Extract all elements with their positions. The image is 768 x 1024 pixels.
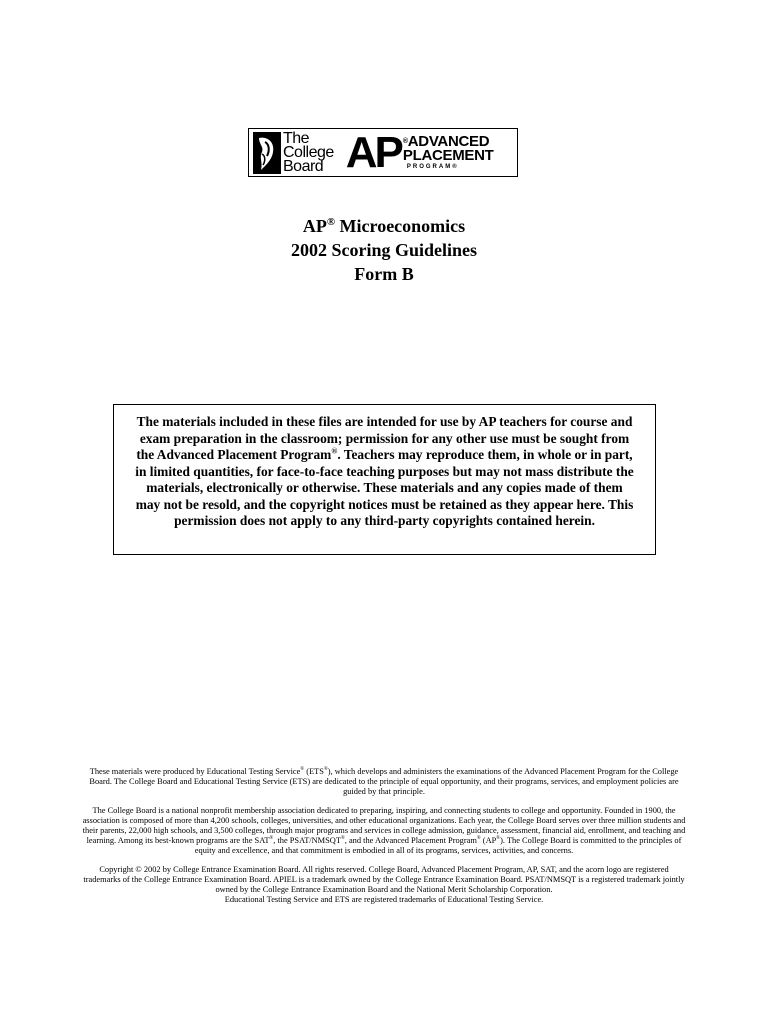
college-board-line3: Board [283,157,324,175]
notice-text-part1: The materials included in these files are intended for use by AP teachers for course and exam preparation in the classroom; permission for any other use must be sought from the Advanced Placement Program [136,414,633,462]
footer-p4: Educational Testing Service and ETS are registered trademarks of Educational Testing Service. [224,895,544,905]
footer-p2-b: , the PSAT/NMSQT [273,836,341,846]
footer-p2-c: , and the Advanced Placement Program [344,836,477,846]
college-board-line2: College [283,143,334,161]
title-reg-mark: ® [326,216,336,228]
footer-paragraph-ets [80,767,688,798]
ap-wordmark [402,132,494,171]
footer-p2-reg3: ® [476,836,481,842]
permission-notice-box [113,404,656,555]
footer-p2-reg4: ® [496,836,501,842]
ap-reg-mark: ® [402,137,408,145]
footer-p2-reg2: ® [340,836,345,842]
footer-paragraph-copyright [80,865,688,906]
college-board-line1: The [283,129,310,147]
title-line2: 2002 Scoring Guidelines [290,240,478,260]
title-ap: AP [302,216,327,236]
footer-legal-text [80,767,688,905]
ap-mark [345,127,401,177]
footer-p2-d: (AP [480,836,497,846]
footer-paragraph-college-board [80,806,688,857]
ap-line1: ADVANCED [407,132,490,150]
college-board-ap-logo [248,128,518,177]
footer-p3: Copyright © 2002 by College Entrance Examination Board. All rights reserved. College Board, Advanced Placement Program, AP, SAT, and the acorn logo are registered trademarks of the College Entrance Examination Board. APIEL is a trademark owned by the College Entrance Examination Board. PSAT/NMSQT is a registered trademark jointly owned by the College Entrance Examination Board and the National Merit Scholarship Corporation. [83,864,685,895]
title-line1 [0,214,768,238]
footer-p1-b: (ETS [304,767,324,776]
title-subject: Microeconomics [335,216,466,236]
footer-p2-a: The College Board is a national nonprofit membership association dedicated to preparing, inspiring, and connecting students to college and opportunity. Founded in 1900, the association is composed of more than 4,200 schools, colleges, universities, and other educational organizations. Each year, the College Board serves over three million students and their parents, 22,000 high schools, and 3,500 colleges, through major programs and services in college admission, guidance, assessment, financial aid, enrollment, and teaching and learning. Among its best-known programs are the SAT [82,805,686,846]
page-title [0,214,768,286]
footer-p1-reg2: ® [323,767,328,773]
ap-mark-text: AP [345,127,401,177]
footer-p1-c: ), which develops and administers the examinations of the Advanced Placement Program for the College Board. The College Board and Educational Testing Service (ETS) are dedicated to the principle of equal opportunity, and their programs, services, and employment policies are guided by that principle. [89,767,679,797]
acorn-logo-icon [253,132,281,174]
notice-reg-mark: ® [331,446,338,456]
footer-p1-a: These materials were produced by Educational Testing Service [89,767,301,776]
ap-wordmark-line2: PLACEMENT [402,146,494,164]
notice-text-part2: . Teachers may reproduce them, in whole or in part, in limited quantities, for face-to-face teaching purposes but may not mass distribute the materials, electronically or otherwise. These materials and any copies made of them may not be resold, and the copyright notices must be retained as they appear here. This permission does not apply to any third-party copyrights contained herein. [135,447,634,528]
title-line3: Form B [354,264,414,284]
ap-wordmark-line3: PROGRAM® [406,163,459,170]
footer-p2-e: ). The College Board is committed to the principles of equity and excellence, and that commitment is embodied in all of its programs, services, activities, and concerns. [194,836,682,856]
footer-p1-reg1: ® [300,767,305,773]
footer-p2-reg1: ® [269,836,274,842]
college-board-wordmark [283,129,334,175]
